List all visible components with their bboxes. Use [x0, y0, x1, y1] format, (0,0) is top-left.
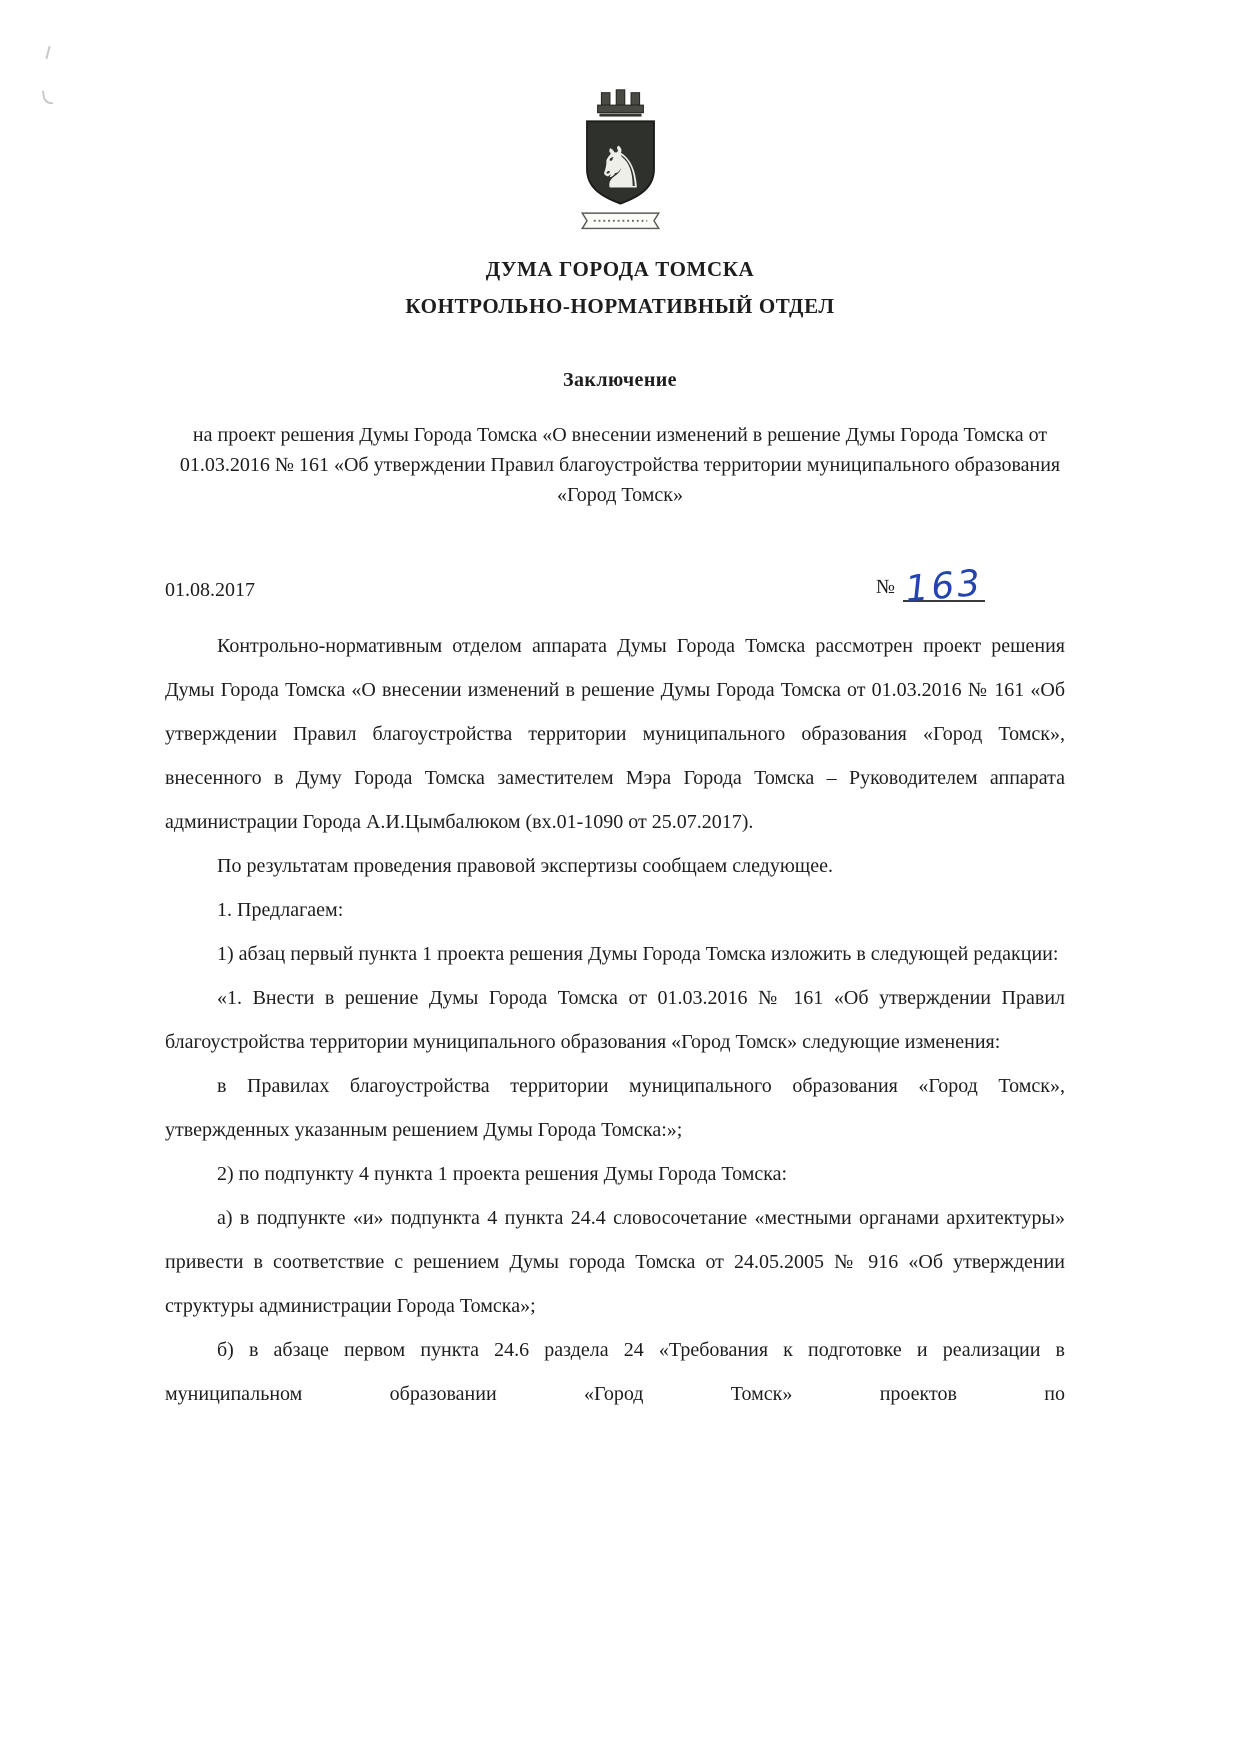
crown-icon — [597, 90, 643, 117]
document-date: 01.08.2017 — [165, 579, 255, 601]
scan-artifact — [45, 46, 50, 59]
paragraph: Контрольно-нормативным отделом аппарата Думы Города Томска рассмотрен проект решения Думы Города Томска «О внесении изменений в решение Думы Города Томска от 01.03.2016 № 161 «Об утверждении Правил благоустройства территории муниципального образования «Город Томск», внесенного в Думу Города Томска заместителем Мэра Города Томска – Руководителем аппарата администрации Города А.И.Цымбалюком (вх.01-1090 от 25.07.2017). — [165, 635, 1065, 833]
number-underline — [903, 562, 985, 611]
paragraph: «1. Внести в решение Думы Города Томска от 01.03.2016 № 161 «Об утверждении Правил благоустройства территории муниципального образования «Город Томск» следующие изменения: — [165, 987, 1065, 1053]
paragraph: 1) абзац первый пункта 1 проекта решения Думы Города Томска изложить в следующей редакции: — [217, 943, 1059, 965]
paragraph: 1. Предлагаем: — [217, 899, 344, 921]
paragraph: а) в подпункте «и» подпункта 4 пункта 24.4 словосочетание «местными органами архитектуры» привести в соответствие с решением Думы города Томска от 24.05.2005 № 916 «Об утверждении структуры администрации Города Томска»; — [165, 1207, 1065, 1317]
document-body — [0, 624, 1240, 1416]
paragraph: б) в абзаце первом пункта 24.6 раздела 24 «Требования к подготовке и реализации в муниципальном образовании «Город Томск» проектов по — [165, 1339, 1065, 1405]
paragraph: По результатам проведения правовой экспертизы сообщаем следующее. — [217, 855, 833, 877]
document-number-handwritten: 163 — [903, 562, 985, 611]
department-name: КОНТРОЛЬНО-НОРМАТИВНЫЙ ОТДЕЛ — [405, 294, 835, 318]
paragraph: в Правилах благоустройства территории муниципального образования «Город Томск», утвержденных указанным решением Думы Города Томска:»; — [165, 1075, 1065, 1141]
requisites-row — [0, 558, 1240, 611]
document-subject: на проект решения Думы Города Томска «О внесении изменений в решение Думы Города Томска от 01.03.2016 № 161 «Об утверждении Правил благоустройства территории муниципального образования «Город Томск» — [179, 424, 1061, 506]
scan-artifact — [42, 89, 53, 105]
coat-of-arms — [563, 85, 678, 243]
ribbon-icon — [582, 213, 659, 228]
document-type-title: Заключение — [563, 369, 677, 391]
paragraph: 2) по подпункту 4 пункта 1 проекта решения Думы Города Томска: — [217, 1163, 788, 1185]
coat-of-arms-graphic — [563, 85, 678, 238]
horse-icon: ♞ — [594, 134, 646, 202]
organization-name: ДУМА ГОРОДА ТОМСКА — [485, 257, 755, 281]
number-sign: № — [875, 576, 895, 598]
document-number-block — [875, 562, 985, 611]
